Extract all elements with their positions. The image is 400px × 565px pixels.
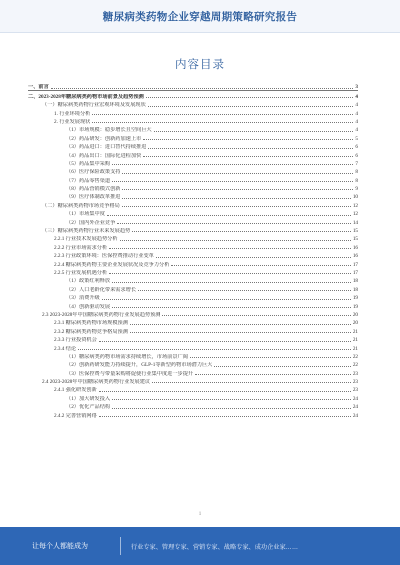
toc-dot-leader [92,114,353,115]
toc-entry[interactable] [28,368,358,376]
toc-entry[interactable] [28,184,358,192]
toc-dot-leader [112,181,353,182]
toc-entry-page: 22 [352,362,358,369]
toc-dot-leader [195,374,351,375]
toc-entry-page: 8 [355,177,358,184]
toc-dot-leader [51,88,354,89]
toc-dot-leader [122,173,353,174]
toc-entry-page: 17 [352,261,358,268]
toc-entry[interactable] [28,90,358,99]
toc-entry[interactable] [28,142,358,150]
toc-entry-page: 24 [352,412,358,419]
toc-dot-leader [117,223,351,224]
toc-entry-title: 2.4.1 强化研发创新 [54,387,97,394]
toc-entry-page: 16 [352,253,358,260]
toc-entry[interactable] [28,259,358,267]
toc-entry-title: （1）市场集中度 [66,211,105,218]
toc-dot-leader [148,148,353,149]
toc-entry-title: （5）药品集中采购 [66,160,111,167]
toc-entry[interactable] [28,377,358,385]
toc-dot-leader [122,198,350,199]
toc-dot-leader [143,139,353,140]
toc-entry[interactable] [28,226,358,234]
toc-entry-title: （二）糖尿病类药物市场竞争格局 [42,202,120,209]
toc-entry-page: 14 [352,219,358,226]
toc-dot-leader [162,315,350,316]
toc-entry-title: （4）药品出口：国际化进程加快 [66,152,142,159]
toc-entry[interactable] [28,251,358,259]
toc-entry[interactable] [28,159,358,167]
toc-entry-page: 15 [352,228,358,235]
toc-entry-title: （4）创新驱动发展 [66,303,111,310]
toc-entry-title: 2.3.2 糖尿病类药物竞争格局预测 [54,328,128,335]
toc-entry-page: 10 [352,194,358,201]
toc-entry-title: （1）糖尿病类药物市场需求持续增长，市场前景广阔 [66,353,188,360]
toc-entry-title: 一、前言 [28,84,49,91]
toc-entry-title: 2. 行业发展现状 [54,118,91,125]
toc-entry-title: （一）糖尿病类药物行业宏观环境及发展现状 [42,102,146,109]
toc-entry-title: 2.3.1 糖尿病类药物市场规模预测 [54,320,128,327]
toc-entry-title: （2）药品研发：创新药加速上市 [66,135,142,142]
toc-entry-page: 5 [355,135,358,142]
toc-entry[interactable] [28,133,358,141]
toc-entry-page: 17 [352,269,358,276]
toc-entry-title: （6）医疗保险政策支持 [66,169,121,176]
toc-entry-page: 19 [352,295,358,302]
toc-entry-page: 9 [355,186,358,193]
toc-entry-title: 二、2023-2028年糖尿病类药物市场前景及趋势预测 [28,93,144,100]
toc-dot-leader [112,399,351,400]
toc-entry-page: 23 [352,387,358,394]
toc-entry[interactable] [28,125,358,133]
toc-entry[interactable] [28,167,358,175]
toc-entry-page: 20 [352,311,358,318]
toc-dot-leader [130,332,351,333]
toc-entry[interactable] [28,234,358,242]
toc-dot-leader [171,265,350,266]
toc-entry-page: 18 [352,278,358,285]
toc-entry-title: （7）药品零售渠道 [66,177,111,184]
toc-entry-page: 22 [352,353,358,360]
toc-dot-leader [143,156,353,157]
toc-entry-page: 6 [355,152,358,159]
toc-entry-title: （三）糖尿病类药物行业未来发展趋势 [42,228,131,235]
toc-dot-leader [112,282,351,283]
toc-dot-leader [122,206,351,207]
toc-entry-page: 21 [352,345,358,352]
toc-entry[interactable] [28,217,358,225]
toc-dot-leader [109,248,351,249]
toc-entry[interactable] [28,393,358,401]
toc-entry-page: 19 [352,303,358,310]
toc-dot-leader [154,131,354,132]
toc-entry[interactable] [28,343,358,351]
toc-entry-title: （2）国内外企业竞争 [66,219,116,226]
toc-dot-leader [122,189,353,190]
toc-entry-page: 20 [352,320,358,327]
toc-entry-title: （3）消费升级 [66,295,100,302]
toc-entry-page: 18 [352,286,358,293]
toc-entry[interactable] [28,209,358,217]
toc-entry-page: 21 [352,328,358,335]
toc-entry[interactable] [28,335,358,343]
toc-entry-page: 16 [352,244,358,251]
toc-dot-leader [78,349,351,350]
toc-entry-title: 2.2.1 行业技术发展趋势分析 [54,236,118,243]
toc-dot-leader [152,382,351,383]
toc-entry-title: 2.2.2 行业市场需求分析 [54,244,108,251]
toc-entry[interactable] [28,82,358,90]
toc-entry-page: 21 [352,337,358,344]
toc-heading: 内容目录 [175,59,225,71]
toc-entry-page: 6 [355,144,358,151]
toc-entry[interactable] [28,326,358,334]
toc-entry[interactable] [28,402,358,410]
toc-dot-leader [190,357,351,358]
toc-entry-title: （1）市场规模：稳步增长且空间巨大 [66,127,152,134]
toc-entry[interactable] [28,276,358,284]
toc-entry-title: 2.3 2023-2028年中国糖尿病类药物行业发展趋势预测 [42,311,161,318]
toc-dot-leader [102,299,351,300]
toc-entry-page: 23 [352,379,358,386]
toc-dot-leader [120,240,351,241]
toc-entry[interactable] [28,410,358,418]
toc-entry[interactable] [28,175,358,183]
toc-entry[interactable] [28,352,358,360]
report-header [0,0,400,33]
toc-dot-leader [112,408,351,409]
toc-entry-title: （3）医保控费与带量采购将促使行业集中度进一步提升 [66,370,194,377]
report-title: 糖尿病类药物企业穿越周期策略研究报告 [102,11,298,23]
toc-entry[interactable] [28,301,358,309]
toc-dot-leader [132,231,351,232]
toc-entry-title: （9）医疗体制改革推进 [66,194,121,201]
toc-entry-title: （8）药品营销模式创新 [66,186,121,193]
toc-entry-page: 4 [355,110,358,117]
toc-dot-leader [99,416,351,417]
toc-entry-title: 2.3.4 结论 [54,345,77,352]
toc-entry-page: 12 [352,211,358,218]
toc-entry[interactable] [28,310,358,318]
toc-dot-leader [138,290,351,291]
toc-entry-page: 8 [355,169,358,176]
toc-dot-leader [156,257,351,258]
toc-entry-page: 15 [352,236,358,243]
toc-entry-page: 7 [355,160,358,167]
toc-entry[interactable] [28,293,358,301]
toc-entry-title: （1）政策红利释放 [66,278,111,285]
toc-dot-leader [214,366,350,367]
toc-entry-page: 24 [352,404,358,411]
toc-dot-leader [107,215,351,216]
toc-entry-title: （2）创新药研发能力持续提升，GLP-1等新型药物市场潜力巨大 [66,362,213,369]
toc-dot-leader [99,341,351,342]
toc-entry[interactable] [28,192,358,200]
toc-dot-leader [99,391,351,392]
toc-entry[interactable] [28,284,358,292]
toc-entry-page: 4 [355,127,358,134]
toc-entry-page: 12 [352,202,358,209]
page-number: 1 [198,512,202,517]
toc-dot-leader [112,164,353,165]
toc-entry-page: 24 [352,395,358,402]
toc-entry[interactable] [28,242,358,250]
toc-entry[interactable] [28,150,358,158]
toc-entry[interactable] [28,117,358,125]
toc-entry[interactable] [28,360,358,368]
toc-entry-page: 4 [355,102,358,109]
table-of-contents [28,82,358,419]
toc-entry-title: 2.4 2023-2028年中国糖尿病类药物行业发展建议 [42,379,151,386]
toc-entry[interactable] [28,318,358,326]
toc-dot-leader [148,106,354,107]
toc-entry-page: 23 [352,370,358,377]
toc-entry-title: （3）药品进口：进口替代持续推进 [66,144,147,151]
toc-entry-title: 2.3.3 行业投资机会 [54,337,97,344]
toc-entry-title: 1. 行业环境分析 [54,110,91,117]
toc-dot-leader [130,324,351,325]
footer-tagline: 行业专家、管理专家、营销专家、战略专家、成功企业家…… [131,543,299,551]
toc-entry-title: 2.2.4 糖尿病类药物主要企业发展状况及竞争力分析 [54,261,170,268]
toc-dot-leader [92,122,353,123]
toc-entry-title: （2）优化产品结构 [66,404,111,411]
toc-entry-page: 4 [355,118,358,125]
toc-entry-title: 2.4.2 完善营销网络 [54,412,97,419]
footer-slogan: 让每个人都能成为 [32,543,88,550]
toc-dot-leader [109,273,351,274]
toc-entry[interactable] [28,108,358,116]
toc-dot-leader [146,97,354,98]
toc-entry-page: 3 [355,84,358,91]
toc-entry-title: 2.2.5 行业发展机遇分析 [54,269,108,276]
toc-entry-page: 4 [355,93,358,100]
toc-dot-leader [112,307,351,308]
toc-entry-title: （1）加大研发投入 [66,395,111,402]
toc-entry-title: （2）人口老龄化带来需求增长 [66,286,137,293]
toc-entry[interactable] [28,268,358,276]
toc-entry-title: 2.2.3 行业政策环境：医保控费推动行业变革 [54,253,154,260]
toc-entry[interactable] [28,100,358,108]
footer-banner [0,527,400,565]
toc-entry[interactable] [28,200,358,208]
toc-entry[interactable] [28,385,358,393]
